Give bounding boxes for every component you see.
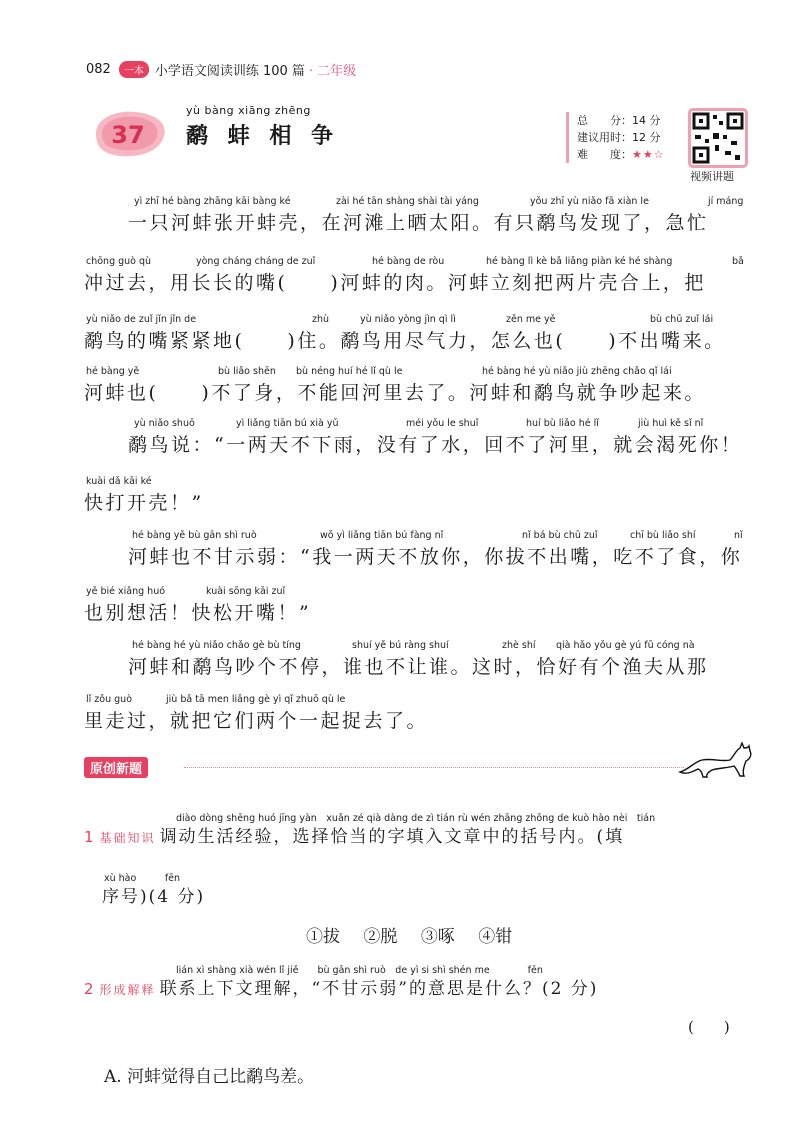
choice-2[interactable]: ②脱 bbox=[363, 927, 398, 947]
q1-text-2: 序号)(4 分) bbox=[102, 887, 206, 907]
passage-line: 河蚌也( )不了身，不能回河里去了。河蚌和鹬鸟就争吵起来。 bbox=[84, 382, 706, 404]
lesson-title-block bbox=[186, 104, 339, 150]
question-1 bbox=[84, 822, 624, 847]
q1-tag: 基础知识 bbox=[99, 831, 156, 845]
info-box bbox=[566, 112, 689, 163]
section-header bbox=[84, 757, 148, 777]
page-header bbox=[86, 58, 356, 80]
q2-tag: 形成解释 bbox=[99, 983, 156, 997]
passage-line: 冲过去，用长长的嘴( )河蚌的肉。河蚌立刻把两片壳合上，把 bbox=[84, 272, 706, 294]
cat-icon bbox=[678, 742, 752, 778]
choice-1[interactable]: ①拔 bbox=[306, 927, 340, 947]
suggested-time: 建议用时：12 分 bbox=[577, 131, 661, 144]
lesson-number: 37 bbox=[111, 121, 145, 149]
difficulty-label: 难 度： bbox=[577, 148, 632, 161]
section-title: 原创新题 bbox=[84, 757, 148, 778]
difficulty-stars: ★★☆ bbox=[632, 148, 665, 161]
passage-line: 鹬鸟的嘴紧紧地( )住。鹬鸟用尽气力，怎么也( )不出嘴来。 bbox=[84, 330, 726, 352]
passage-line: 鹬鸟说：“一两天不下雨，没有了水，回不了河里，就会渴死你！ bbox=[128, 434, 743, 456]
option-a[interactable]: A. 河蚌觉得自己比鹬鸟差。 bbox=[104, 1067, 315, 1087]
choice-3[interactable]: ③啄 bbox=[420, 927, 455, 947]
grade-label: · 二年级 bbox=[308, 63, 357, 79]
section-divider bbox=[184, 767, 684, 768]
title-pinyin: yù bàng xiāng zhēng bbox=[186, 104, 311, 117]
passage-line: 一只河蚌张开蚌壳，在河滩上晒太阳。有只鹬鸟发现了，急忙 bbox=[128, 212, 709, 234]
q1-text: 调动生活经验，选择恰当的字填入文章中的括号内。(填 bbox=[159, 827, 625, 847]
answer-parenthesis[interactable]: ( ) bbox=[688, 1018, 730, 1036]
choice-4[interactable]: ④钳 bbox=[478, 927, 513, 947]
qr-label: 视频讲题 bbox=[690, 170, 734, 183]
total-score: 总 分：14 分 bbox=[577, 114, 661, 127]
q2-text: 联系上下文理解，“不甘示弱”的意思是什么？(2 分) bbox=[159, 979, 599, 999]
question-2 bbox=[84, 974, 598, 999]
brand-badge: 一本 bbox=[119, 61, 149, 78]
passage-line: 河蚌和鹬鸟吵个不停，谁也不让谁。这时，恰好有个渔夫从那 bbox=[128, 656, 709, 678]
passage-line: 河蚌也不甘示弱：“我一两天不放你，你拔不出嘴，吃不了食，你 bbox=[128, 546, 743, 568]
q1-number: 1 bbox=[84, 828, 96, 846]
lesson-title: 鹬 蚌 相 争 bbox=[186, 123, 339, 149]
passage-line: 快打开壳！” bbox=[84, 492, 204, 514]
lesson-number-badge bbox=[90, 108, 170, 160]
passage-line: 也别想活！快松开嘴！” bbox=[84, 602, 312, 624]
difficulty-row bbox=[577, 146, 689, 163]
book-title: 小学语文阅读训练 100 篇 bbox=[154, 63, 305, 79]
q2-number: 2 bbox=[84, 980, 96, 998]
q1-choices bbox=[306, 922, 530, 947]
page-number: 082 bbox=[86, 61, 111, 77]
passage-line: 里走过，就把它们两个一起捉去了。 bbox=[84, 710, 429, 732]
qr-code[interactable] bbox=[688, 108, 748, 168]
